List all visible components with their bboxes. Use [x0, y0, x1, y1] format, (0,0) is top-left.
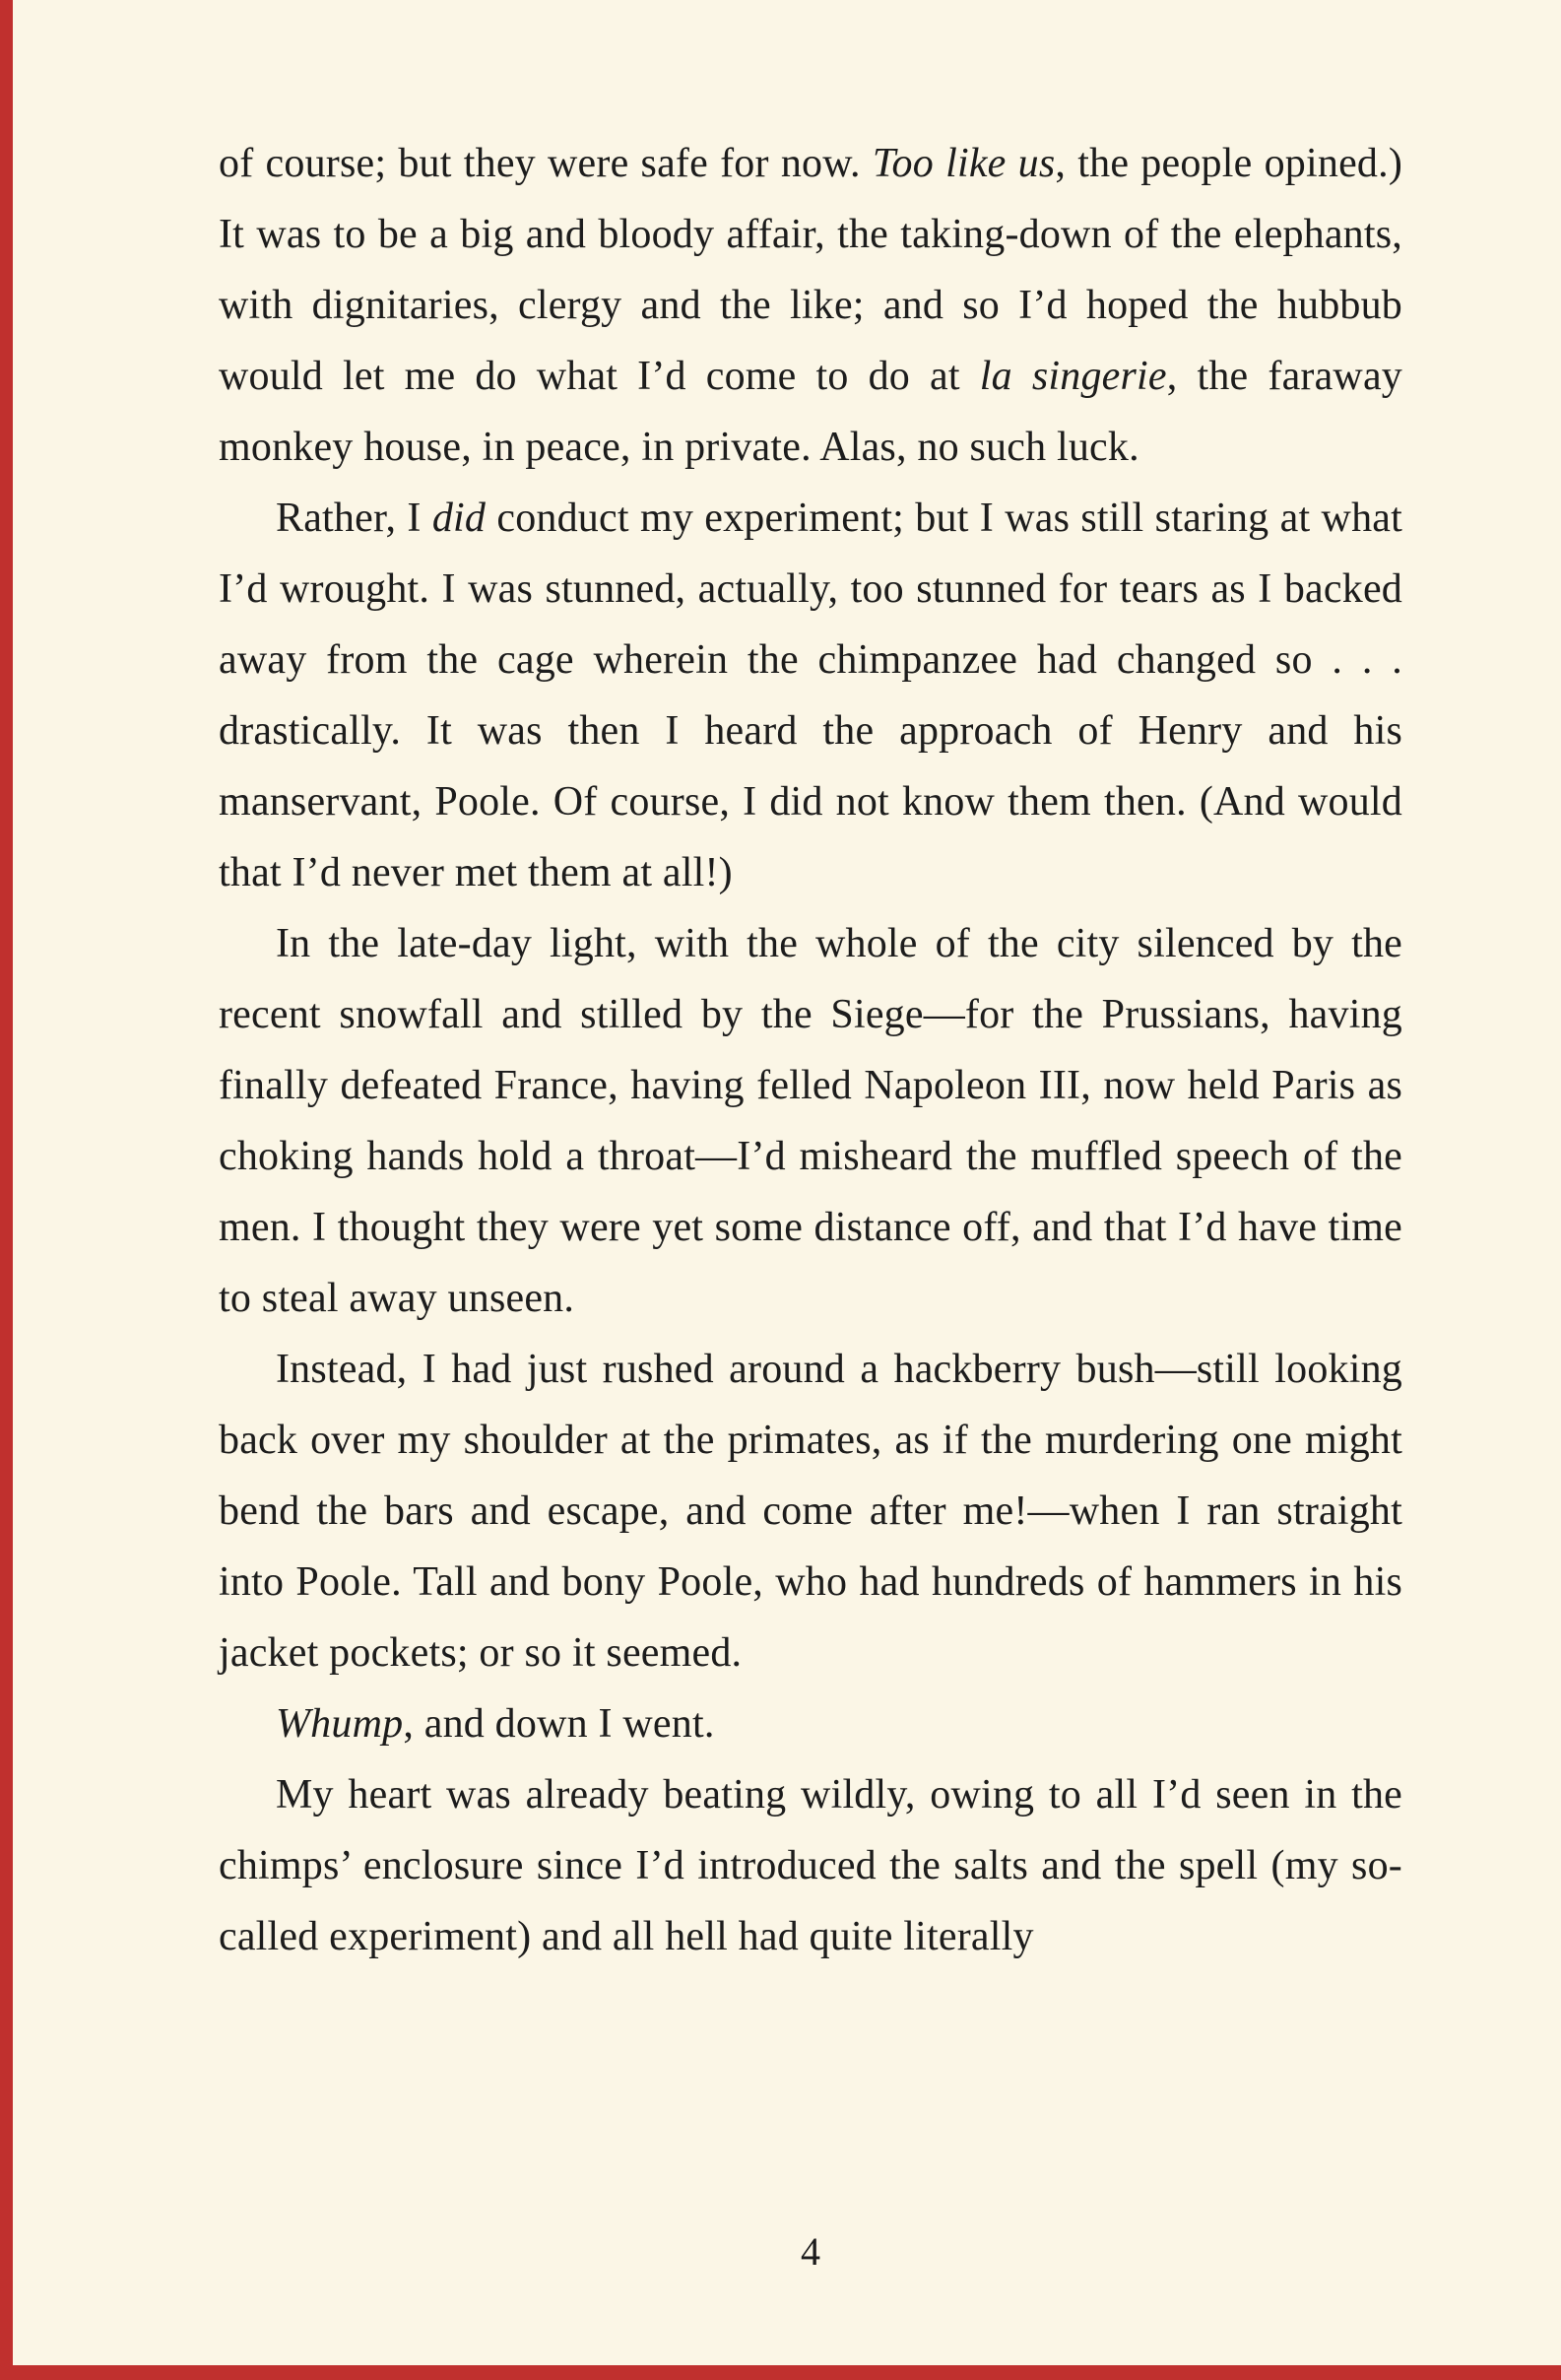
book-cover-edge-left: [0, 0, 13, 2380]
text-run: Rather, I: [276, 496, 432, 541]
paragraph: [219, 128, 1402, 483]
italic-text: Too like us: [872, 141, 1056, 186]
text-run: , the people opined.) It was to be a big and bloody affair, the taking-down of the elephants, with dignitaries, clergy and the like; and so I’d hoped the hubbub would let me do what I’d come to do at: [219, 141, 1403, 399]
italic-text: Whump: [276, 1701, 404, 1747]
page-number: 4: [801, 2229, 820, 2274]
book-cover-edge-bottom: [0, 2365, 1561, 2380]
text-run: conduct my experiment; but I was still staring at what I’d wrought. I was stunned, actually, too stunned for tears as I backed away from the cage wherein the chimpanzee had changed so . . . drastically. It was then I heard the approach of Henry and his manservant, Poole. Of course, I did not know them then. (And would that I’d never met them at all!): [219, 496, 1402, 895]
text-run: Instead, I had just rushed around a hackberry bush—still looking back over my shoulder at the primates, as if the murdering one might bend the bars and escape, and come after me!—when I ran straight into Poole. Tall and bony Poole, who had hundreds of hammers in his jacket pockets; or so it seemed.: [219, 1347, 1402, 1676]
text-run: of course; but they were safe for now.: [219, 141, 873, 186]
paragraph: [219, 1688, 1402, 1759]
italic-text: la singerie: [979, 354, 1167, 399]
text-run: , and down I went.: [403, 1701, 715, 1747]
text-run: In the late-day light, with the whole of the city silenced by the recent snowfall and stilled by the Siege—for the Prussians, having finally defeated France, having felled Napoleon III, now held Paris as choking hands hold a throat—I’d misheard the muffled speech of the men. I thought they were yet some distance off, and that I’d have time to steal away unseen.: [219, 921, 1402, 1321]
text-run: , the faraway monkey house, in peace, in private. Alas, no such luck.: [219, 354, 1403, 470]
italic-text: did: [431, 496, 487, 541]
text-run: My heart was already beating wildly, owing to all I’d seen in the chimps’ enclosure since I’d introduced the salts and the spell (my so-called experiment) and all hell had quite literally: [219, 1772, 1402, 1959]
paragraph: [219, 908, 1402, 1334]
page-text: [219, 128, 1402, 1972]
paragraph: [219, 1334, 1402, 1688]
paragraph: [219, 483, 1402, 908]
paragraph: [219, 1759, 1402, 1972]
